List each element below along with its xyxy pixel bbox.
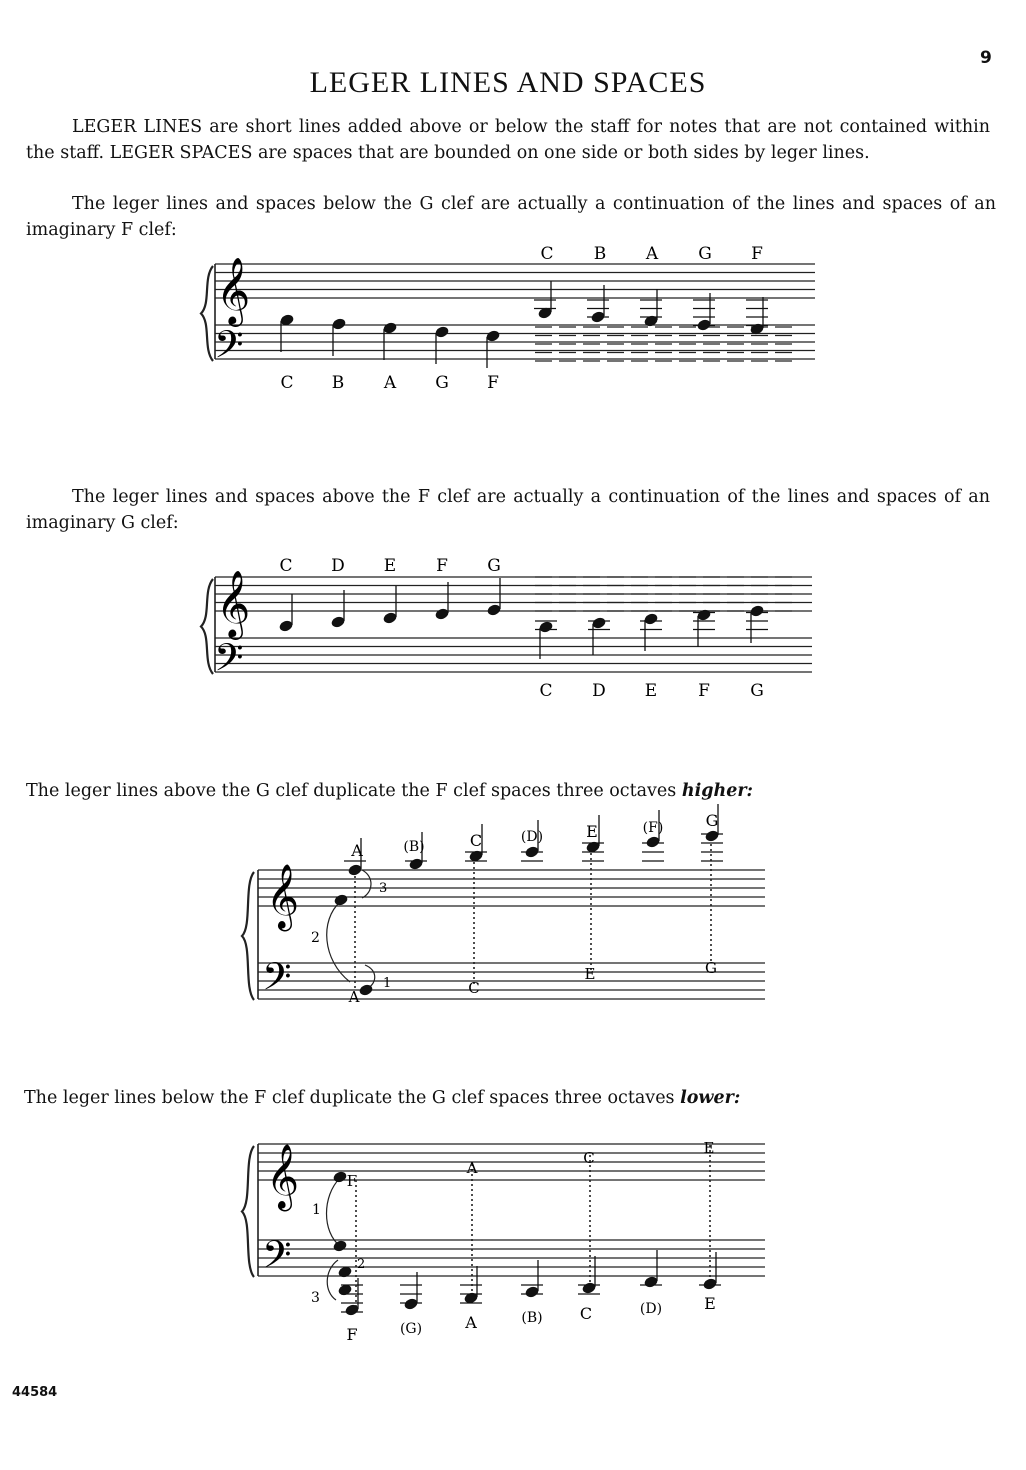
note-label: D	[592, 681, 606, 701]
higher-sentence: The leger lines above the G clef duplicate the F clef spaces three octaves	[26, 781, 677, 801]
note-label: (D)	[520, 829, 544, 845]
notehead	[333, 893, 349, 907]
fingering-arc	[362, 870, 371, 898]
note-label: E	[704, 1294, 716, 1313]
example-above-f-clef	[0, 553, 1026, 703]
treble-clef-icon: 𝄞	[216, 256, 251, 324]
example-below-f-clef	[0, 1120, 1026, 1344]
example-below-g-clef	[0, 240, 1026, 400]
note-label: G	[698, 244, 712, 264]
note-label: A	[465, 1313, 477, 1332]
grand-staff	[242, 870, 765, 1000]
note-label: E	[644, 681, 658, 701]
higher-paragraph	[26, 778, 753, 804]
treble-clef-icon: 𝄞	[216, 569, 251, 637]
brace	[242, 872, 254, 1000]
note-label: A	[383, 373, 397, 393]
intro-paragraph: LEGER LINES are short lines added above or below the staff for notes that are not contained within the staff. LEGER SPACES are spaces that are bounded on one side or both sides by leger lines.	[26, 117, 990, 163]
fingering-arc	[327, 902, 350, 982]
note-label: E	[383, 556, 397, 576]
note-label: (G)	[399, 1321, 423, 1337]
note-label: B	[593, 244, 607, 264]
lower-emphasis: lower:	[680, 1088, 741, 1108]
higher-emphasis: higher:	[681, 781, 754, 801]
grand-staff	[201, 264, 815, 361]
note-label: F	[751, 244, 763, 264]
note-label: C	[279, 556, 293, 576]
note-label: C	[579, 1304, 593, 1323]
fingering-arc	[327, 1178, 341, 1246]
page-title: LEGER LINES AND SPACES	[309, 66, 707, 99]
note-label: C	[469, 831, 483, 850]
bass-clef-icon: 𝄢	[214, 635, 244, 689]
note-label: F	[487, 373, 499, 393]
note-label: G	[705, 811, 719, 830]
fingering-number: 2	[357, 1257, 366, 1272]
bass-clef-icon: 𝄢	[262, 954, 292, 1008]
note-label: C	[539, 681, 553, 701]
note-label: A	[645, 244, 659, 264]
note-label: C	[468, 979, 480, 997]
lower-paragraph	[24, 1085, 740, 1111]
notehead	[332, 1170, 348, 1184]
fingering-number: 3	[311, 1290, 320, 1306]
note-label: F	[698, 681, 710, 701]
below-g-clef-paragraph: The leger lines and spaces below the G clef are actually a continuation of the lines and spaces of an imaginary F clef:	[26, 194, 996, 240]
page-number: 9	[980, 48, 992, 68]
note-label: A	[351, 841, 363, 860]
note-label: (D)	[639, 1301, 663, 1317]
bass-clef-icon: 𝄢	[262, 1232, 292, 1286]
fingering-arc	[327, 1260, 338, 1300]
fingering-number: 1	[312, 1202, 321, 1218]
brace	[201, 266, 213, 361]
lower-sentence: The leger lines below the F clef duplicate the G clef spaces three octaves	[24, 1088, 675, 1108]
note-label: F	[436, 556, 448, 576]
fingering-number: 3	[379, 881, 388, 896]
note-label: G	[750, 681, 764, 701]
treble-clef-icon: 𝄞	[266, 1144, 300, 1209]
fingering-number: 1	[383, 976, 392, 991]
note-label: C	[540, 244, 554, 264]
note-label: C	[583, 1149, 595, 1167]
note-label: (B)	[521, 1310, 543, 1326]
note-label: A	[348, 988, 360, 1006]
treble-clef-icon: 𝄞	[266, 864, 300, 929]
brace	[242, 1146, 254, 1277]
note-label: (F)	[642, 820, 664, 836]
note-label: (B)	[403, 839, 425, 855]
bass-clef-icon: 𝄢	[214, 322, 244, 376]
above-f-clef-paragraph: The leger lines and spaces above the F clef are actually a continuation of the lines and spaces of an imaginary G clef:	[26, 487, 990, 533]
catalog-number: 44584	[12, 1385, 58, 1400]
note-label: G	[487, 556, 501, 576]
note-label: G	[435, 373, 449, 393]
grand-staff	[201, 577, 812, 674]
fingering-number: 2	[311, 930, 320, 946]
note-label: C	[280, 373, 294, 393]
note-label: F	[346, 1325, 358, 1344]
example-above-g-clef	[0, 810, 1026, 1010]
note-label: F	[346, 1172, 358, 1190]
note-label: E	[703, 1139, 715, 1157]
brace	[201, 579, 213, 674]
note-label: E	[586, 822, 598, 841]
note-label: G	[705, 959, 717, 977]
note-label: A	[466, 1159, 478, 1177]
note-label: E	[584, 965, 596, 983]
note-label: B	[331, 373, 345, 393]
note-label: D	[331, 556, 345, 576]
